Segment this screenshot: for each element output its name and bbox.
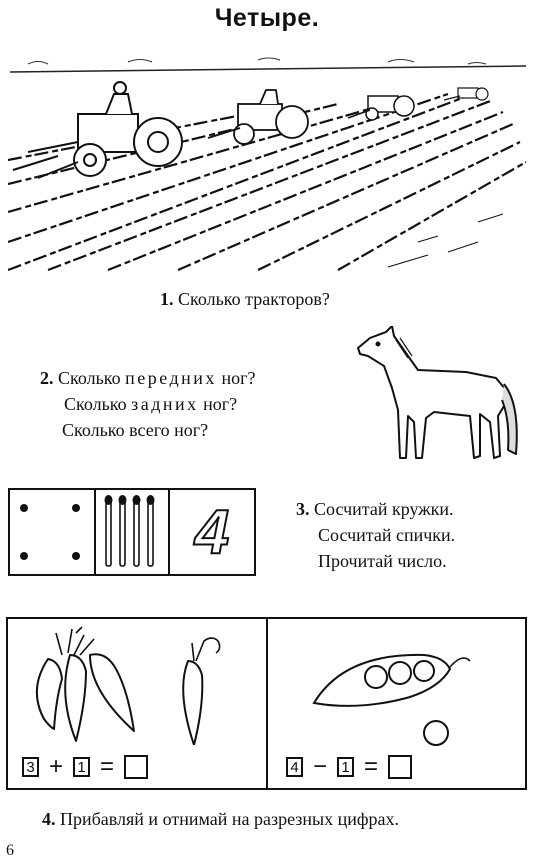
pea-pod-illustration bbox=[308, 639, 478, 751]
page-number: 6 bbox=[6, 842, 14, 859]
question-1 bbox=[160, 286, 330, 312]
question-3-line-3: Прочитай число. bbox=[318, 551, 447, 571]
minus-sign: − bbox=[313, 753, 328, 780]
subtraction-equation bbox=[286, 755, 412, 779]
question-3-number: 3. bbox=[296, 499, 310, 519]
equals-sign: = bbox=[364, 753, 379, 780]
four-dots-icon bbox=[10, 490, 94, 574]
question-4-text: Прибавляй и отнимай на разрезных цифрах. bbox=[60, 809, 400, 829]
question-2-spaced-word: задних bbox=[131, 394, 199, 414]
equals-sign: = bbox=[100, 753, 115, 780]
question-3-line-2: Сосчитай спички. bbox=[318, 525, 456, 545]
question-2 bbox=[40, 365, 255, 443]
arithmetic-panel bbox=[6, 617, 527, 790]
matches-panel bbox=[96, 490, 170, 574]
digit-card-a[interactable]: 3 bbox=[22, 757, 39, 777]
counting-card bbox=[8, 488, 256, 576]
question-2-number: 2. bbox=[40, 368, 54, 388]
question-2-line-3: Сколько всего ног? bbox=[62, 420, 209, 440]
page-title: Четыре. bbox=[214, 4, 320, 32]
question-3 bbox=[296, 496, 455, 574]
question-2-line-1 bbox=[40, 365, 255, 391]
digit-panel bbox=[170, 490, 254, 574]
question-4-number: 4. bbox=[42, 809, 56, 829]
horse-illustration bbox=[356, 326, 522, 468]
digit-card-a[interactable]: 4 bbox=[286, 757, 303, 777]
question-4 bbox=[42, 806, 399, 832]
plus-sign: + bbox=[49, 753, 64, 780]
question-2-word: Сколько bbox=[64, 394, 127, 414]
question-3-line-1 bbox=[296, 496, 455, 522]
question-2-line-2 bbox=[40, 391, 255, 417]
carrots-illustration bbox=[18, 625, 248, 745]
addition-equation bbox=[22, 755, 148, 779]
digit-card-b[interactable]: 1 bbox=[73, 757, 90, 777]
tractors-field-illustration bbox=[8, 52, 528, 274]
question-1-number: 1. bbox=[160, 289, 174, 309]
question-2-spaced-word: передних bbox=[125, 368, 217, 388]
question-3-text: Сосчитай кружки. bbox=[314, 499, 454, 519]
digit-card-b[interactable]: 1 bbox=[337, 757, 354, 777]
dots-panel bbox=[10, 490, 96, 574]
four-matches-icon bbox=[96, 490, 168, 574]
panel-divider bbox=[266, 619, 268, 788]
question-2-word: Сколько bbox=[58, 368, 121, 388]
digit-four: 4 bbox=[194, 497, 230, 567]
question-2-word: ног? bbox=[221, 368, 256, 388]
answer-box[interactable] bbox=[388, 755, 412, 779]
question-2-word: ног? bbox=[203, 394, 238, 414]
answer-box[interactable] bbox=[124, 755, 148, 779]
question-1-text: Сколько тракторов? bbox=[178, 289, 330, 309]
